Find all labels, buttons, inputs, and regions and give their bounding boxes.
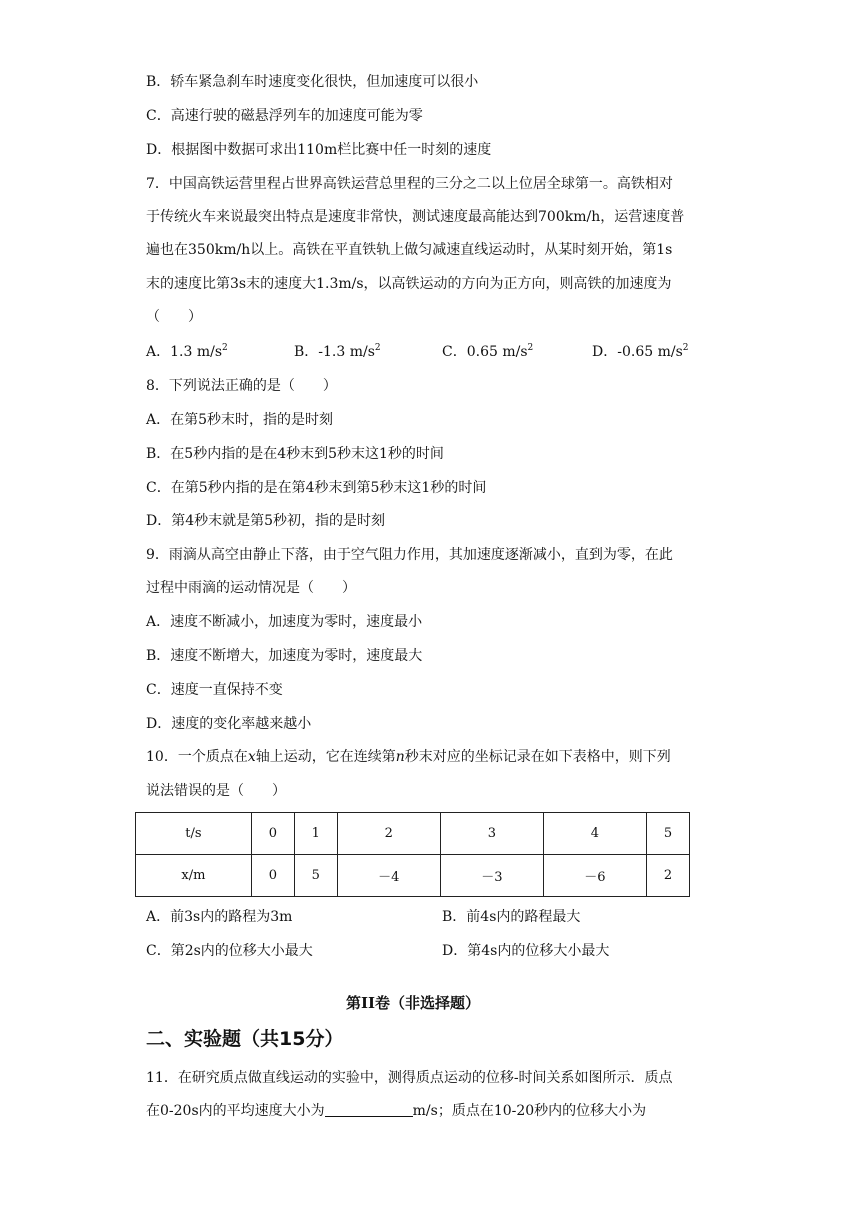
q10-option-b: B．前4s内的路程最大 bbox=[442, 909, 581, 925]
section-heading: 二、实验题（共15分） bbox=[146, 1028, 344, 1050]
q7-stem-line: （ ） bbox=[146, 309, 202, 325]
answer-blank[interactable] bbox=[325, 1102, 413, 1117]
table-cell: 5 bbox=[294, 855, 337, 897]
q9-option-b: B．速度不断增大，加速度为零时，速度最大 bbox=[146, 648, 423, 664]
q10-stem-line: 说法错误的是（ ） bbox=[146, 783, 286, 799]
table-cell: 3 bbox=[440, 813, 543, 855]
table-cell: 2 bbox=[337, 813, 440, 855]
q10-option-c: C．第2s内的位移大小最大 bbox=[146, 943, 313, 959]
q6-option-c: C．高速行驶的磁悬浮列车的加速度可能为零 bbox=[146, 108, 423, 124]
q7-stem-line: 7．中国高铁运营里程占世界高铁运营总里程的三分之二以上位居全球第一。高铁相对 bbox=[146, 176, 673, 192]
table-row bbox=[136, 813, 690, 855]
table-cell: 0 bbox=[251, 855, 294, 897]
q7-stem-line: 末的速度比第3s末的速度大1.3m/s，以高铁运动的方向为正方向，则高铁的加速度为 bbox=[146, 276, 672, 292]
position-time-table bbox=[135, 812, 690, 897]
q10-option-a: A．前3s内的路程为3m bbox=[146, 909, 293, 925]
q7-option-b: B．-1.3 $m/s^2$ bbox=[294, 343, 381, 360]
q8-option-d: D．第4秒末就是第5秒初，指的是时刻 bbox=[146, 513, 386, 529]
q10-stem-line: 10．一个质点在x轴上运动，它在连续第n秒末对应的坐标记录在如下表格中，则下列 bbox=[146, 749, 671, 765]
table-cell: 1 bbox=[294, 813, 337, 855]
table-cell: 0 bbox=[251, 813, 294, 855]
q9-stem-line: 过程中雨滴的运动情况是（ ） bbox=[146, 580, 356, 596]
table-header-cell: x/m bbox=[136, 855, 252, 897]
table-row bbox=[136, 855, 690, 897]
q9-option-c: C．速度一直保持不变 bbox=[146, 682, 283, 698]
part-title: 第II卷（非选择题） bbox=[346, 994, 481, 1012]
q9-stem-line: 9．雨滴从高空由静止下落，由于空气阻力作用，其加速度逐渐减小，直到为零，在此 bbox=[146, 547, 673, 563]
q8-stem: 8．下列说法正确的是（ ） bbox=[146, 378, 337, 394]
table-cell: －4 bbox=[337, 855, 440, 897]
table-cell: －6 bbox=[543, 855, 646, 897]
table-cell: 5 bbox=[646, 813, 689, 855]
q7-option-d: D．-0.65 $m/s^2$ bbox=[592, 343, 689, 360]
q11-stem-line: 11．在研究质点做直线运动的实验中，测得质点运动的位移-时间关系如图所示．质点 bbox=[146, 1070, 673, 1086]
q7-stem-line: 于传统火车来说最突出特点是速度非常快，测试速度最高能达到700km/h，运营速度普 bbox=[146, 209, 685, 225]
q11-stem-line: 在0-20s内的平均速度大小为 m/s；质点在10-20秒内的位移大小为 bbox=[146, 1103, 647, 1119]
q7-stem-line: 遍也在350km/h以上。高铁在平直铁轨上做匀减速直线运动时，从某时刻开始，第1s bbox=[146, 242, 673, 258]
table-cell: 4 bbox=[543, 813, 646, 855]
table-header-cell: t/s bbox=[136, 813, 252, 855]
q10-option-d: D．第4s内的位移大小最大 bbox=[442, 943, 610, 959]
table-cell: －3 bbox=[440, 855, 543, 897]
q8-option-b: B．在5秒内指的是在4秒末到5秒末这1秒的时间 bbox=[146, 446, 444, 462]
q6-option-b: B．轿车紧急刹车时速度变化很快，但加速度可以很小 bbox=[146, 74, 479, 90]
q7-option-c: C．0.65 $m/s^2$ bbox=[442, 343, 534, 360]
q9-option-d: D．速度的变化率越来越小 bbox=[146, 716, 312, 732]
q8-option-a: A．在第5秒末时，指的是时刻 bbox=[146, 412, 334, 428]
q7-option-a: A．1.3 $m/s^2$ bbox=[146, 343, 228, 360]
table-cell: 2 bbox=[646, 855, 689, 897]
q8-option-c: C．在第5秒内指的是在第4秒末到第5秒末这1秒的时间 bbox=[146, 480, 487, 496]
q9-option-a: A．速度不断减小，加速度为零时，速度最小 bbox=[146, 614, 423, 630]
q6-option-d: D．根据图中数据可求出110m栏比赛中任一时刻的速度 bbox=[146, 142, 492, 158]
